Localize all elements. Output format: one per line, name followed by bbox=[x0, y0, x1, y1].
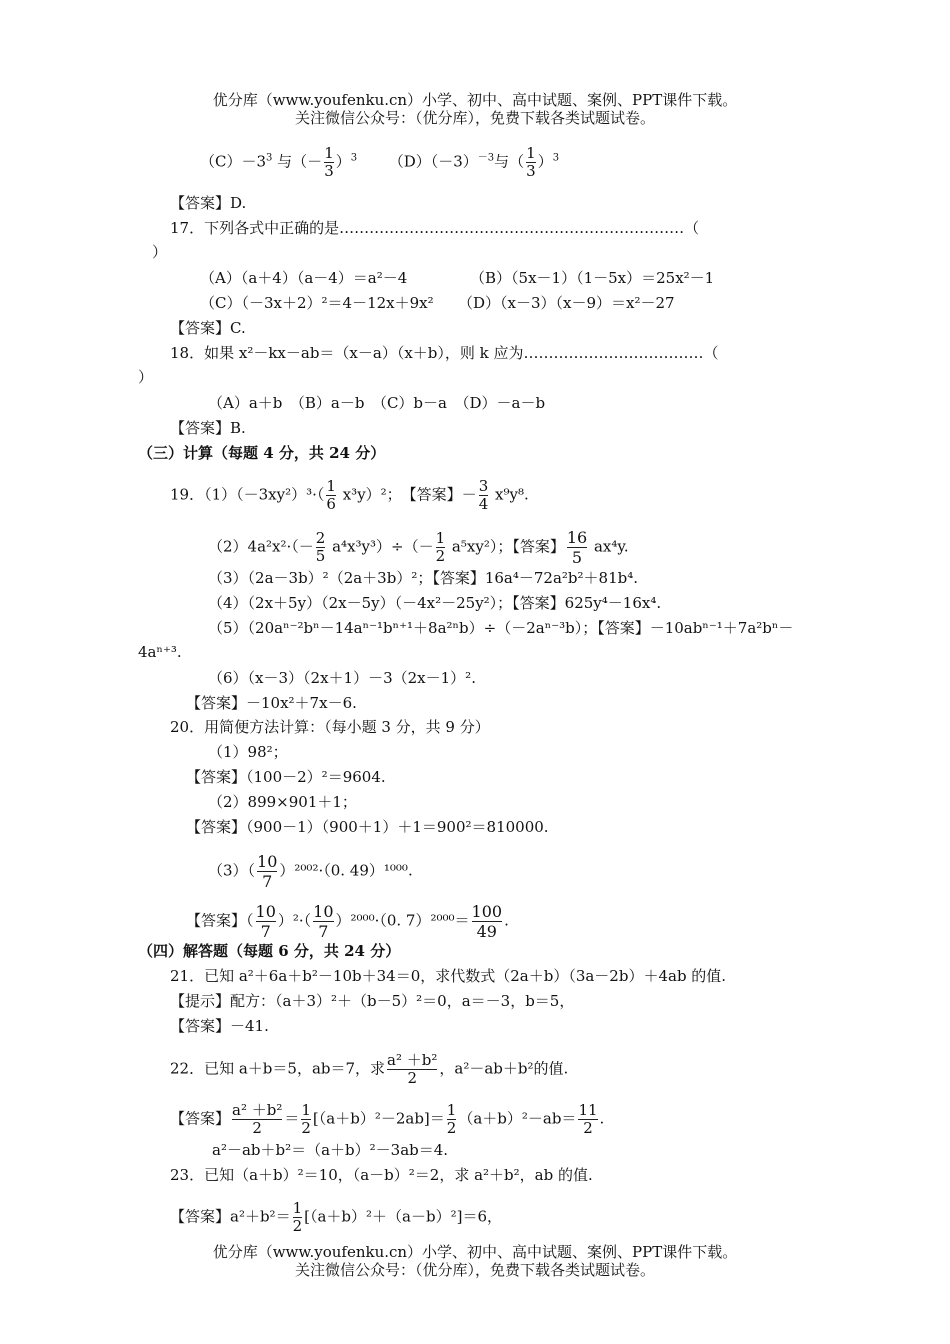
q16-options: $(C)-3^3$ 与（－ $\frac{1}{3}$ ）$^3$ $(D)(-3)^{-3}$与（ $\frac{1}{3}$ ）$^3$ bbox=[200, 144, 560, 180]
q19-part-3: （3）（2a－3b）²（2a＋3b）²；【答案】16a⁴－72a²b²＋81b⁴. bbox=[208, 569, 639, 587]
q17-option-c: （C）（－3x＋2）²＝4－12x＋9x² bbox=[200, 294, 434, 312]
q17-option-b: （B）（5x－1）（1－5x）＝25x²－1 bbox=[470, 269, 715, 287]
q23-stem: 23．已知（a＋b）²＝10，（a－b）²＝2，求 a²＋b²，ab 的值. bbox=[170, 1166, 593, 1184]
q17-option-d: （D）（x－3）（x－9）＝x²－27 bbox=[458, 294, 675, 312]
q21-stem: 21．已知 a²＋6a＋b²－10b＋34＝0，求代数式（2a＋b）（3a－2b）＋4ab 的值. bbox=[170, 967, 727, 985]
q16-optc-fraction: $\frac{1}{3}$ bbox=[324, 144, 334, 180]
q18-answer: 【答案】B. bbox=[170, 419, 246, 437]
q20-stem: 20．用简便方法计算：（每小题 3 分，共 9 分） bbox=[170, 718, 490, 736]
q18-options: （A）a＋b （B）a－b （C）b－a （D）－a－b bbox=[208, 394, 546, 412]
q16-optc-pre: （C）－3 bbox=[200, 152, 267, 171]
q19-part-6: （6）（x－3）（2x＋1）－3（2x－1）². bbox=[208, 669, 476, 687]
q19-part-1: 19．（1）（－3xy²）³·（ $\frac{1}{6}$ x³y）²； 【答案】－ $\frac{3}{4}$ x⁹y⁸. bbox=[170, 477, 529, 513]
q19-part-5-cont: 4aⁿ⁺³. bbox=[138, 643, 182, 661]
q17-stem-end: ） bbox=[152, 243, 168, 261]
q20-ans-fraction-2: $\frac{10}{7}$ bbox=[313, 902, 334, 941]
q19-p1-fraction: $\frac{1}{6}$ bbox=[326, 477, 336, 513]
q22-stem: 22．已知 a＋b＝5，ab＝7，求 $\frac{\text{a² ＋b²}}{2}$ ，a²－ab＋b²的值. bbox=[170, 1051, 569, 1087]
q18-stem: 18．如果 x²－kx－ab＝（x－a）（x＋b），则 k 应为………………………………（ bbox=[170, 344, 719, 362]
q19-part-6-answer: 【答案】－10x²＋7x－6. bbox=[186, 694, 357, 712]
q22-stem-fraction: $\frac{\text{a² ＋b²}}{2}$ bbox=[387, 1051, 438, 1087]
q20-part-1-answer: 【答案】（100－2）²＝9604. bbox=[186, 768, 386, 786]
q20-ans-fraction-3: $\frac{100}{49}$ bbox=[471, 902, 503, 941]
q23-answer: 【答案】a²＋b²＝ $\frac{1}{2}$ [（a＋b）²＋（a－b）²]＝6， bbox=[170, 1199, 502, 1235]
q20-part-2-answer: 【答案】（900－1）（900＋1）＋1＝900²＝810000. bbox=[186, 818, 549, 836]
q22-ans-fraction-3: $\frac{1}{2}$ bbox=[446, 1101, 457, 1137]
q19-p2-fraction-1: $\frac{2}{5}$ bbox=[315, 529, 326, 565]
q20-part-1: （1）98²； bbox=[208, 743, 288, 761]
q19-part-4: （4）（2x＋5y）（2x－5y）（－4x²－25y²）；【答案】625y⁴－16x⁴. bbox=[208, 594, 662, 612]
q17-stem: 17．下列各式中正确的是……………………………………………………………（ bbox=[170, 219, 700, 237]
header-line-2: 关注微信公众号：（优分库），免费下载各类试题试卷。 bbox=[294, 109, 655, 127]
q23-ans-fraction: $\frac{1}{2}$ bbox=[292, 1199, 303, 1235]
q19-p2-fraction-2: $\frac{1}{2}$ bbox=[435, 529, 446, 565]
q20-part-3: （3）（ $\frac{10}{7}$ ）²⁰⁰²·（0. 49）¹⁰⁰⁰. bbox=[208, 852, 413, 891]
q21-hint: 【提示】配方：（a＋3）²＋（b－5）²＝0，a＝－3，b＝5， bbox=[170, 992, 575, 1010]
q16-optc-mid: 与（－ bbox=[272, 152, 323, 171]
q22-answer: 【答案】 $\frac{\text{a² ＋b²}}{2}$ ＝ $\frac{1}{2}$ [（a＋b）²－2ab]＝ $\frac{1}{2}$ （a＋b）²－ab＝ $\frac{11}{2}$ . bbox=[170, 1101, 605, 1137]
q22-answer-line-2: a²－ab＋b²＝（a＋b）²－3ab＝4. bbox=[212, 1141, 449, 1159]
q16-answer: 【答案】D. bbox=[170, 194, 247, 212]
q22-ans-fraction-2: $\frac{1}{2}$ bbox=[301, 1101, 311, 1137]
q16-optc-exp: 3 bbox=[266, 152, 273, 164]
section-3-title: （三）计算（每题 4 分，共 24 分） bbox=[138, 444, 386, 462]
q19-p1-answer-fraction: $\frac{3}{4}$ bbox=[478, 477, 489, 513]
header-line-1: 优分库（www.youfenku.cn）小学、初中、高中试题、案例、PPT课件下载。 bbox=[212, 91, 738, 109]
footer-line-1: 优分库（www.youfenku.cn）小学、初中、高中试题、案例、PPT课件下载。 bbox=[212, 1243, 738, 1261]
q20-part-3-answer: 【答案】（ $\frac{10}{7}$ ）²·（ $\frac{10}{7}$ ）²⁰⁰⁰·（0. 7）²⁰⁰⁰＝ $\frac{100}{49}$ . bbox=[186, 902, 509, 941]
section-4-title: （四）解答题（每题 6 分，共 24 分） bbox=[138, 942, 401, 960]
footer-line-2: 关注微信公众号：（优分库），免费下载各类试题试卷。 bbox=[294, 1261, 655, 1279]
q22-ans-fraction-4: $\frac{11}{2}$ bbox=[578, 1101, 598, 1137]
q20-ans-fraction-1: $\frac{10}{7}$ bbox=[255, 902, 276, 941]
q16-optc-post: ） bbox=[335, 152, 351, 171]
q19-p2-answer-fraction: $\frac{16}{5}$ bbox=[566, 528, 588, 567]
q17-option-a: （A）（a＋4）（a－4）＝a²－4 bbox=[200, 269, 408, 287]
q18-stem-end: ） bbox=[138, 368, 154, 386]
q21-answer: 【答案】－41. bbox=[170, 1017, 269, 1035]
q17-answer: 【答案】C. bbox=[170, 319, 246, 337]
q16-optd-fraction: $\frac{1}{3}$ bbox=[526, 144, 536, 180]
q20-p3-fraction: $\frac{10}{7}$ bbox=[257, 852, 278, 891]
q22-ans-fraction-1: $\frac{\text{a² ＋b²}}{2}$ bbox=[232, 1101, 283, 1137]
q16-optd-pre: （D）（－3） bbox=[388, 152, 478, 171]
q19-part-5: （5）（20aⁿ⁻²bⁿ－14aⁿ⁻¹bⁿ⁺¹＋8a²ⁿb）÷（－2aⁿ⁻³b）；【答案】－10abⁿ⁻¹＋7a²bⁿ－ bbox=[208, 619, 794, 637]
q20-part-2: （2）899×901＋1； bbox=[208, 793, 357, 811]
q19-part-2: （2）4a²x²·（－ $\frac{2}{5}$ a⁴x³y³）÷（－ $\frac{1}{2}$ a⁵xy²）；【答案】 $\frac{16}{5}$ ax⁴y. bbox=[208, 528, 629, 567]
